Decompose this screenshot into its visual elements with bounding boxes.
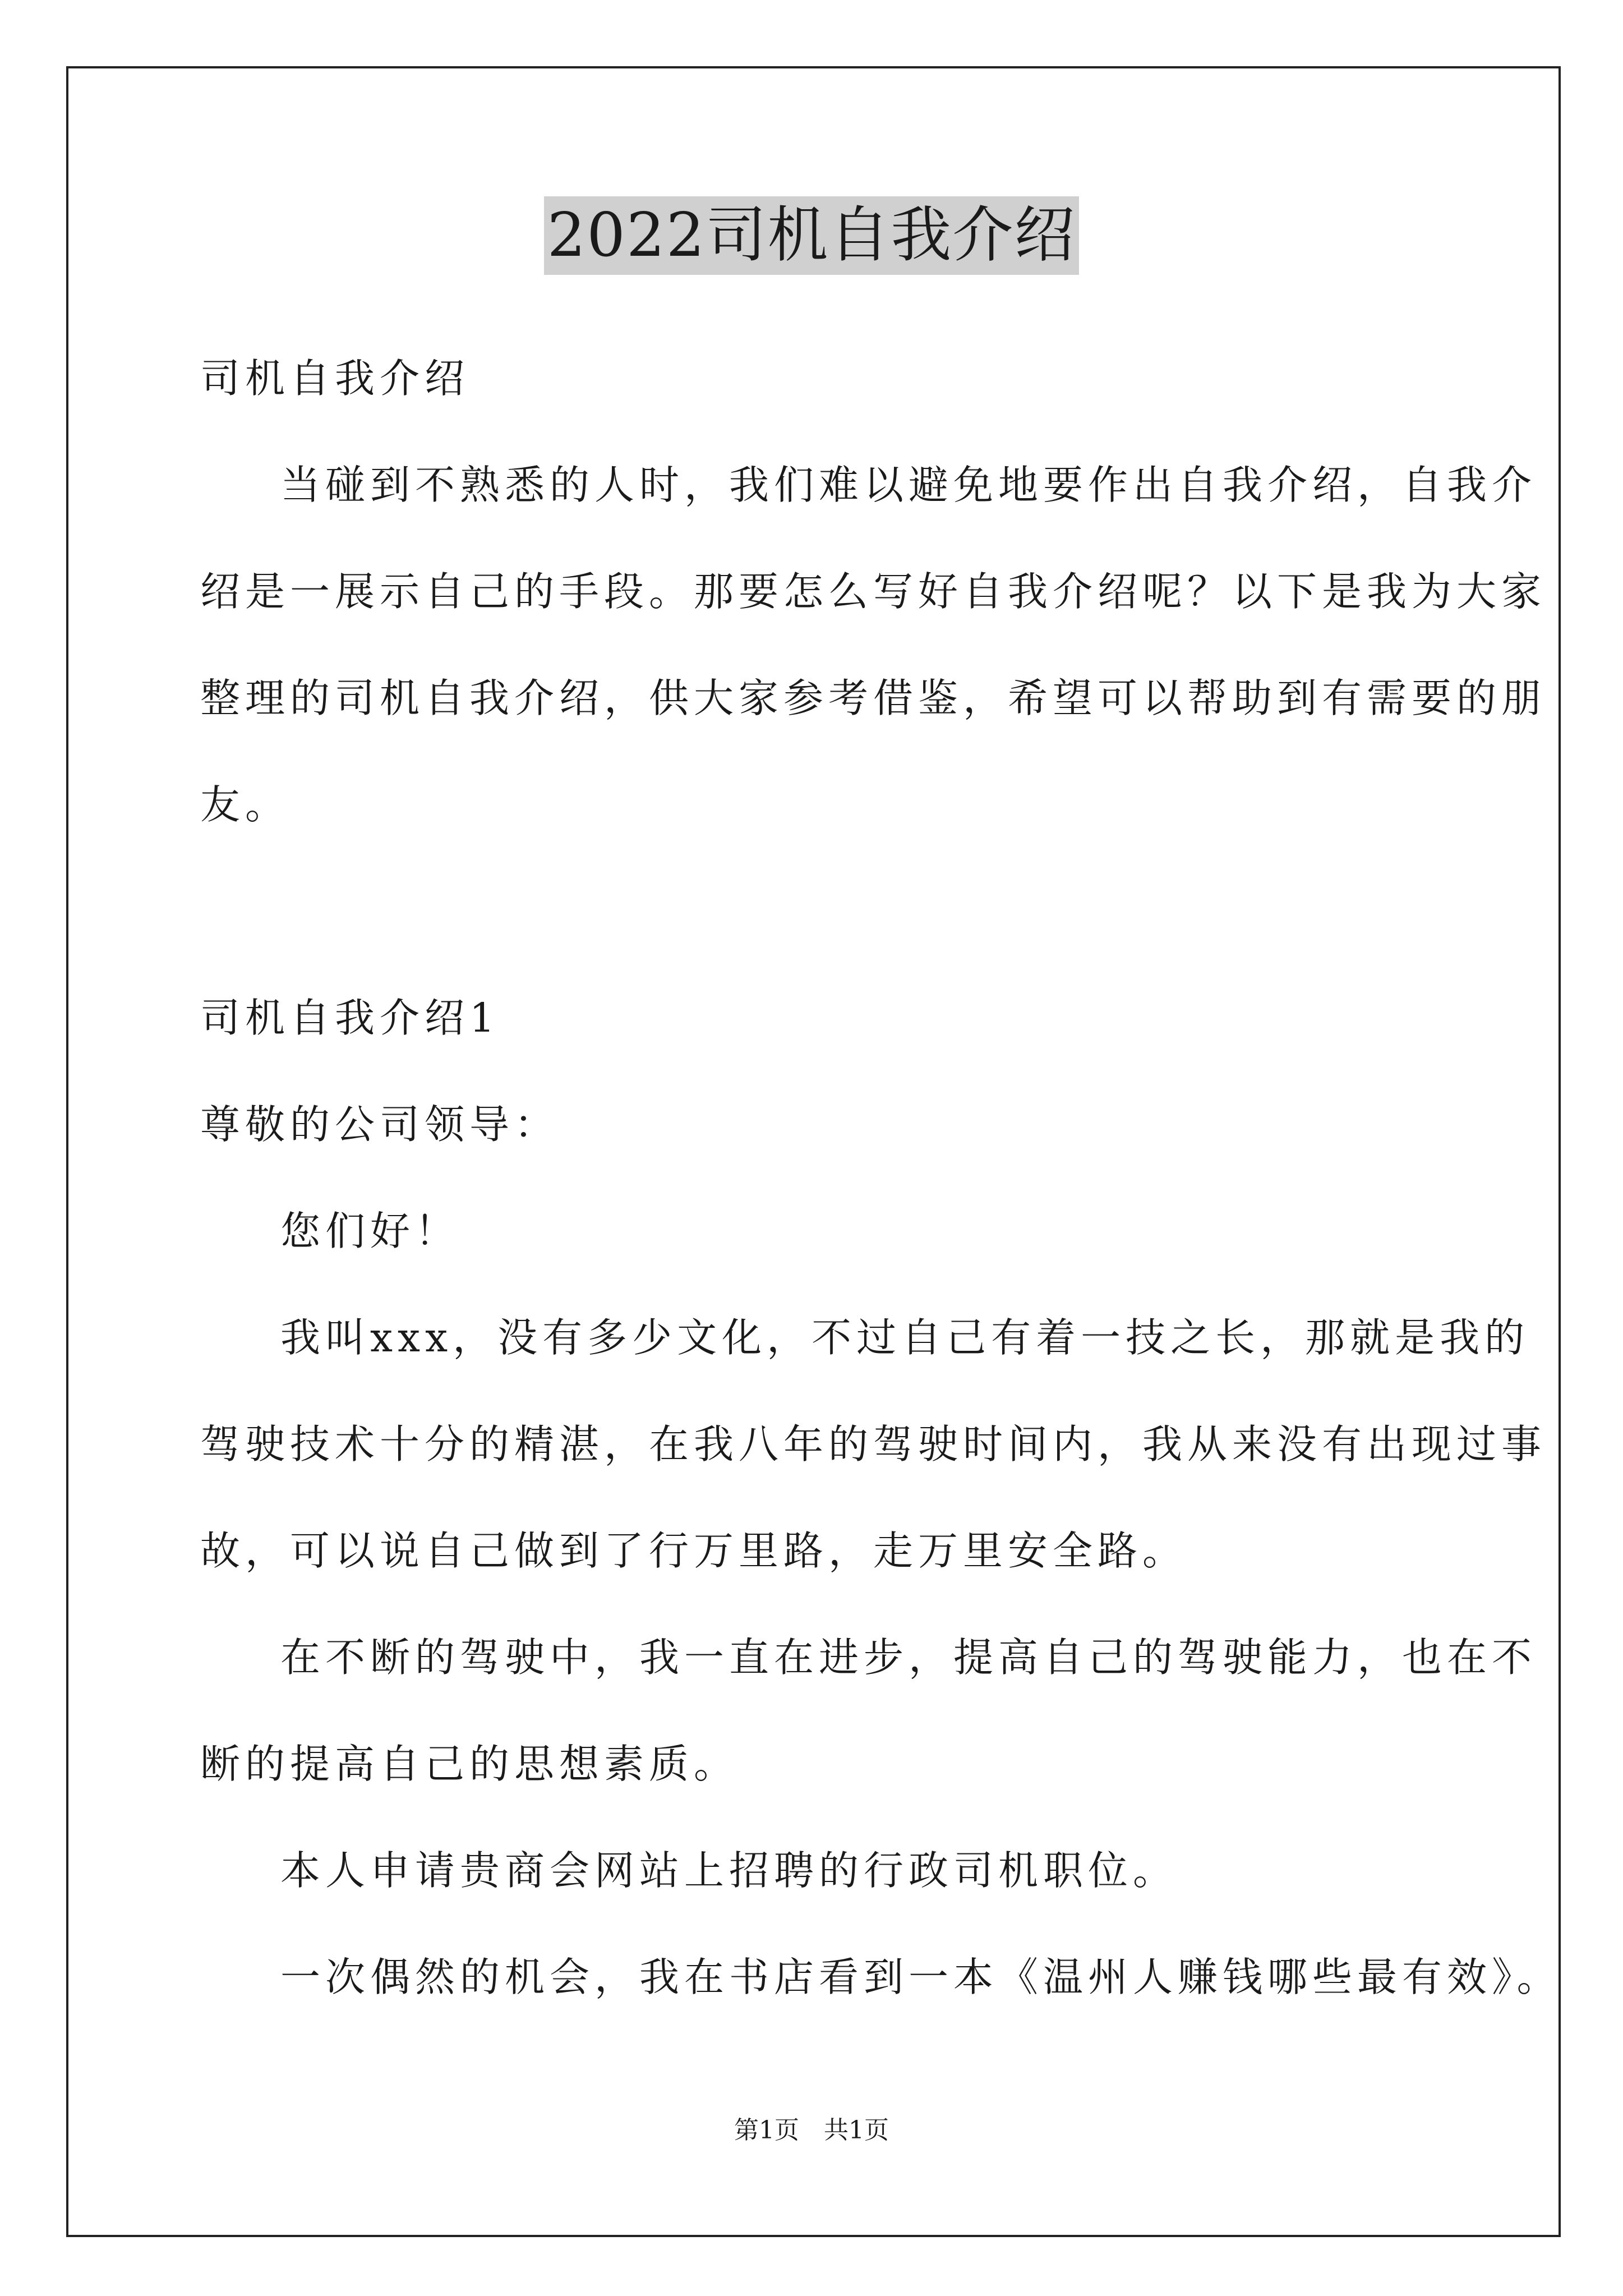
paragraph-line: 在不断的驾驶中，我一直在进步，提高自己的驾驶能力，也在不: [280, 1634, 1537, 1681]
greeting: 您们好！: [280, 1208, 460, 1254]
paragraph-line: 一次偶然的机会，我在书店看到一本《温州人赚钱哪些最有效》。: [280, 1954, 1562, 2000]
section-heading: 司机自我介绍1: [200, 995, 500, 1041]
paragraph-line: 故，可以说自己做到了行万里路，走万里安全路。: [200, 1527, 1188, 1574]
document-title: 2022司机自我介绍: [544, 196, 1080, 275]
page-footer: 第1页 共1页: [734, 2116, 889, 2145]
paragraph-line: 绍是一展示自己的手段。那要怎么写好自我介绍呢？以下是我为大家: [200, 568, 1547, 615]
paragraph-line: 断的提高自己的思想素质。: [200, 1741, 739, 1787]
section-heading: 司机自我介绍: [200, 355, 470, 402]
paragraph-line: 整理的司机自我介绍，供大家参考借鉴，希望可以帮助到有需要的朋: [200, 675, 1547, 721]
paragraph-line: 当碰到不熟悉的人时，我们难以避免地要作出自我介绍，自我介: [280, 462, 1537, 508]
paragraph-line: 我叫xxx，没有多少文化，不过自己有着一技之长，那就是我的: [280, 1314, 1530, 1361]
salutation: 尊敬的公司领导：: [200, 1101, 560, 1148]
paragraph-line: 友。: [200, 781, 291, 828]
paragraph-line: 驾驶技术十分的精湛，在我八年的驾驶时间内，我从来没有出现过事: [200, 1421, 1547, 1467]
paragraph-line: 本人申请贵商会网站上招聘的行政司机职位。: [280, 1847, 1178, 1894]
title-container: [0, 196, 1623, 275]
